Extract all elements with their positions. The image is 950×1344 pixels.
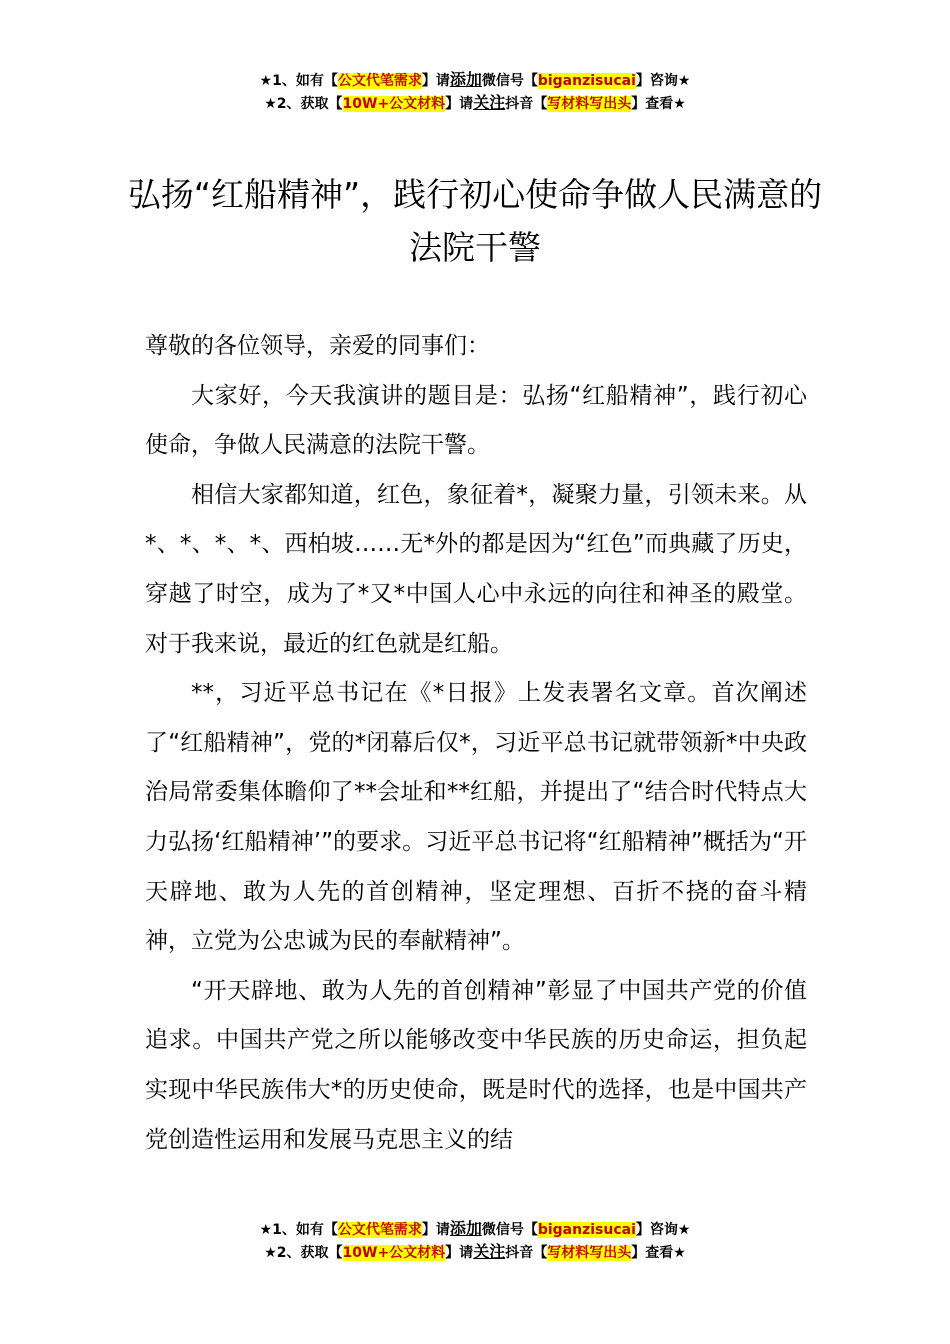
promo-line-2: ★2、获取【10W+公文材料】请关注抖音【写材料写出头】查看★ <box>264 93 686 112</box>
salutation: 尊敬的各位领导，亲爱的同事们： <box>145 333 490 359</box>
body-paragraph: 大家好，今天我演讲的题目是：弘扬“红船精神”，践行初心使命，争做人民满意的法院干警。 <box>145 382 807 459</box>
promo-douyin-account: 写材料写出头 <box>547 1245 632 1261</box>
promo-wechat-id: biganzisucai <box>537 73 636 89</box>
header-promo-banner <box>0 69 950 115</box>
promo-line-1: ★1、如有【公文代笔需求】请添加微信号【biganzisucai】咨询★ <box>259 70 691 89</box>
body-paragraph: 相信大家都知道，红色，象征着*，凝聚力量，引领未来。从*、*、*、*、西柏坡……无*外的都是因为“红色”而典藏了历史，穿越了时空，成为了*又*中国人心中永远的向往和神圣的殿堂。对于我来说，最近的红色就是红船。 <box>145 481 807 657</box>
footer-promo-banner <box>0 1218 950 1264</box>
promo-line-1: ★1、如有【公文代笔需求】请添加微信号【biganzisucai】咨询★ <box>259 1219 691 1238</box>
document-title: 弘扬“红船精神”，践行初心使命争做人民满意的法院干警 <box>127 175 823 267</box>
promo-highlight: 10W+公文材料 <box>342 1245 446 1261</box>
promo-highlight: 公文代笔需求 <box>337 1222 422 1238</box>
promo-line-2: ★2、获取【10W+公文材料】请关注抖音【写材料写出头】查看★ <box>264 1242 686 1261</box>
promo-wechat-id: biganzisucai <box>537 1222 636 1238</box>
promo-highlight: 公文代笔需求 <box>337 73 422 89</box>
body-paragraph: “开天辟地、敢为人先的首创精神”彰显了中国共产党的价值追求。中国共产党之所以能够改变中华民族的历史命运，担负起实现中华民族伟大*的历史使命，既是时代的选择，也是中国共产党创造性运用和发展马克思主义的结 <box>145 977 807 1153</box>
promo-douyin-account: 写材料写出头 <box>547 96 632 112</box>
body-paragraph: **，习近平总书记在《*日报》上发表署名文章。首次阐述了“红船精神”，党的*闭幕后仅*，习近平总书记就带领新*中央政治局常委集体瞻仰了**会址和**红船，并提出了“结合时代特点大力弘扬‘红船精神’”的要求。习近平总书记将“红船精神”概括为“开天辟地、敢为人先的首创精神，坚定理想、百折不挠的奋斗精神，立党为公忠诚为民的奉献精神”。 <box>145 680 807 955</box>
document-body <box>145 322 807 1165</box>
promo-highlight: 10W+公文材料 <box>342 96 446 112</box>
